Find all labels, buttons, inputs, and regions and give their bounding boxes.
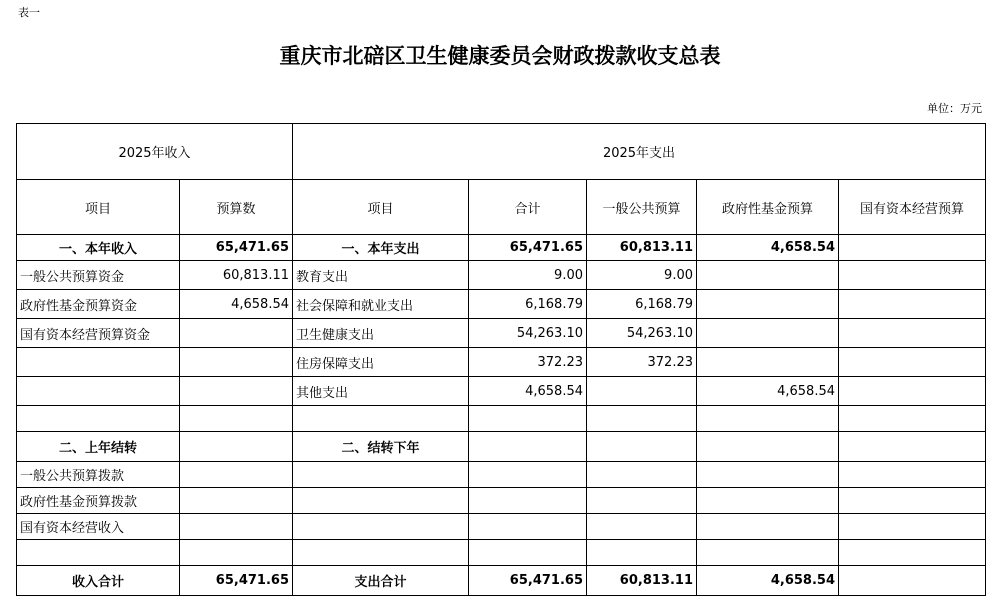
cell-expense-item	[293, 406, 469, 432]
cell-expense-item: 一、本年支出	[293, 235, 469, 261]
cell-gov-fund-budget	[697, 406, 839, 432]
budget-summary-table	[16, 123, 986, 596]
cell-income-budget	[180, 406, 293, 432]
table-row	[17, 488, 986, 514]
cell-expense-item: 支出合计	[293, 566, 469, 596]
cell-income-budget	[180, 319, 293, 348]
cell-income-item	[17, 348, 180, 377]
cell-state-capital-budget	[839, 319, 986, 348]
cell-expense-item	[293, 488, 469, 514]
cell-gov-fund-budget: 4,658.54	[697, 235, 839, 261]
cell-income-item	[17, 406, 180, 432]
cell-state-capital-budget	[839, 377, 986, 406]
cell-state-capital-budget	[839, 235, 986, 261]
cell-state-capital-budget	[839, 514, 986, 540]
table-row	[17, 566, 986, 596]
cell-general-budget	[587, 488, 697, 514]
cell-state-capital-budget	[839, 290, 986, 319]
col-expense-item: 项目	[293, 180, 469, 235]
cell-gov-fund-budget	[697, 462, 839, 488]
expense-group-header: 2025年支出	[293, 124, 986, 180]
cell-total	[469, 488, 587, 514]
cell-income-item: 一般公共预算资金	[17, 261, 180, 290]
cell-income-item: 二、上年结转	[17, 432, 180, 462]
cell-income-item	[17, 540, 180, 566]
cell-gov-fund-budget	[697, 540, 839, 566]
cell-state-capital-budget	[839, 540, 986, 566]
cell-total: 54,263.10	[469, 319, 587, 348]
cell-total: 65,471.65	[469, 235, 587, 261]
cell-income-budget: 65,471.65	[180, 566, 293, 596]
cell-gov-fund-budget	[697, 319, 839, 348]
cell-expense-item	[293, 540, 469, 566]
cell-income-item: 政府性基金预算拨款	[17, 488, 180, 514]
cell-expense-item: 教育支出	[293, 261, 469, 290]
cell-state-capital-budget	[839, 406, 986, 432]
cell-total	[469, 514, 587, 540]
col-gov-fund-budget: 政府性基金预算	[697, 180, 839, 235]
income-group-header: 2025年收入	[17, 124, 293, 180]
cell-income-budget: 65,471.65	[180, 235, 293, 261]
cell-total	[469, 432, 587, 462]
table-group-header-row	[17, 124, 986, 180]
col-income-item: 项目	[17, 180, 180, 235]
table-row	[17, 261, 986, 290]
table-row	[17, 432, 986, 462]
cell-income-budget	[180, 377, 293, 406]
cell-income-budget	[180, 348, 293, 377]
table-row	[17, 348, 986, 377]
col-income-budget: 预算数	[180, 180, 293, 235]
cell-total: 65,471.65	[469, 566, 587, 596]
cell-gov-fund-budget: 4,658.54	[697, 377, 839, 406]
table-row	[17, 540, 986, 566]
table-row	[17, 462, 986, 488]
cell-general-budget	[587, 432, 697, 462]
cell-gov-fund-budget	[697, 514, 839, 540]
cell-income-budget	[180, 462, 293, 488]
cell-income-item: 一般公共预算拨款	[17, 462, 180, 488]
cell-gov-fund-budget	[697, 348, 839, 377]
cell-income-item: 收入合计	[17, 566, 180, 596]
cell-general-budget: 60,813.11	[587, 235, 697, 261]
cell-general-budget	[587, 406, 697, 432]
cell-expense-item: 社会保障和就业支出	[293, 290, 469, 319]
cell-income-budget	[180, 540, 293, 566]
cell-total	[469, 462, 587, 488]
cell-state-capital-budget	[839, 261, 986, 290]
col-total: 合计	[469, 180, 587, 235]
cell-income-item: 国有资本经营收入	[17, 514, 180, 540]
cell-gov-fund-budget	[697, 290, 839, 319]
table-column-header-row	[17, 180, 986, 235]
cell-total: 9.00	[469, 261, 587, 290]
col-general-budget: 一般公共预算	[587, 180, 697, 235]
cell-income-budget	[180, 514, 293, 540]
table-row	[17, 377, 986, 406]
cell-expense-item	[293, 462, 469, 488]
cell-general-budget	[587, 514, 697, 540]
cell-income-budget: 4,658.54	[180, 290, 293, 319]
cell-total	[469, 406, 587, 432]
cell-general-budget: 60,813.11	[587, 566, 697, 596]
cell-income-budget: 60,813.11	[180, 261, 293, 290]
cell-state-capital-budget	[839, 488, 986, 514]
cell-general-budget: 54,263.10	[587, 319, 697, 348]
cell-state-capital-budget	[839, 462, 986, 488]
cell-income-item	[17, 377, 180, 406]
cell-income-item: 国有资本经营预算资金	[17, 319, 180, 348]
cell-income-item: 一、本年收入	[17, 235, 180, 261]
cell-gov-fund-budget	[697, 432, 839, 462]
table-row	[17, 406, 986, 432]
cell-total: 6,168.79	[469, 290, 587, 319]
cell-total: 372.23	[469, 348, 587, 377]
cell-gov-fund-budget	[697, 261, 839, 290]
page-title: 重庆市北碚区卫生健康委员会财政拨款收支总表	[279, 43, 721, 68]
cell-income-budget	[180, 488, 293, 514]
table-row	[17, 290, 986, 319]
cell-income-item: 政府性基金预算资金	[17, 290, 180, 319]
document-label: 表一	[18, 6, 40, 19]
cell-general-budget	[587, 540, 697, 566]
cell-expense-item: 卫生健康支出	[293, 319, 469, 348]
table-row	[17, 514, 986, 540]
cell-state-capital-budget	[839, 432, 986, 462]
cell-expense-item	[293, 514, 469, 540]
cell-general-budget: 6,168.79	[587, 290, 697, 319]
cell-general-budget	[587, 377, 697, 406]
cell-expense-item: 二、结转下年	[293, 432, 469, 462]
cell-income-budget	[180, 432, 293, 462]
cell-state-capital-budget	[839, 348, 986, 377]
cell-total: 4,658.54	[469, 377, 587, 406]
cell-expense-item: 其他支出	[293, 377, 469, 406]
table-row	[17, 319, 986, 348]
col-state-capital-budget: 国有资本经营预算	[839, 180, 986, 235]
cell-general-budget: 372.23	[587, 348, 697, 377]
cell-general-budget	[587, 462, 697, 488]
cell-expense-item: 住房保障支出	[293, 348, 469, 377]
cell-state-capital-budget	[839, 566, 986, 596]
table-row	[17, 235, 986, 261]
cell-gov-fund-budget	[697, 488, 839, 514]
cell-general-budget: 9.00	[587, 261, 697, 290]
cell-gov-fund-budget: 4,658.54	[697, 566, 839, 596]
unit-label: 单位：万元	[927, 102, 982, 115]
cell-total	[469, 540, 587, 566]
